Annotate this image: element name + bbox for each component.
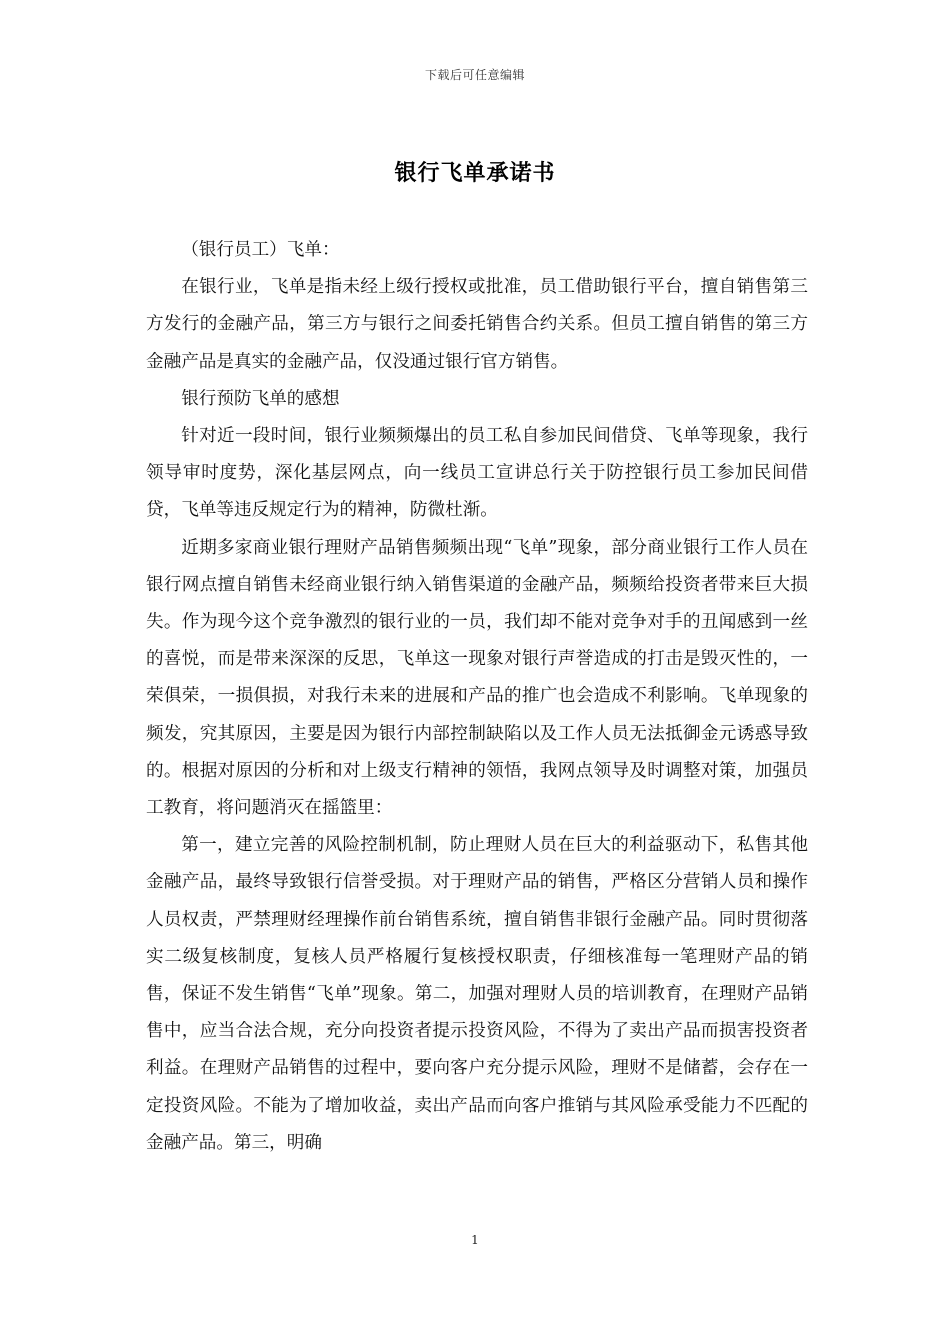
paragraph-definition: 在银行业，飞单是指未经上级行授权或批准，员工借助银行平台，擅自销售第三方发行的金融产品，第三方与银行之间委托销售合约关系。但员工擅自销售的第三方金融产品是真实的金融产品，仅没通过银行官方销售。 (146, 277, 808, 372)
header-note: 下载后可任意编辑 (424, 68, 525, 82)
paragraph-measures: 第一，建立完善的风险控制机制，防止理财人员在巨大的利益驱动下，私售其他金融产品，最终导致银行信誉受损。对于理财产品的销售，严格区分营销人员和操作人员权责，严禁理财经理操作前台销售系统，擅自销售非银行金融产品。同时贯彻落实二级复核制度，复核人员严格履行复核授权职责，仔细核准每一笔理财产品的销售，保证不发生销售“飞单”现象。第二，加强对理财人员的培训教育，在理财产品销售中，应当合法合规，充分向投资者提示投资风险，不得为了卖出产品而损害投资者利益。在理财产品销售的过程中，要向客户充分提示风险，理财不是储蓄，会存在一定投资风险。不能为了增加收益，卖出产品而向客户推销与其风险承受能力不匹配的金融产品。第三，明确 (146, 835, 808, 1153)
document-body (146, 232, 808, 1162)
paragraph-analysis: 近期多家商业银行理财产品销售频频出现“飞单”现象，部分商业银行工作人员在银行网点擅自销售未经商业银行纳入销售渠道的金融产品，频频给投资者带来巨大损失。作为现今这个竞争激烈的银行业的一员，我们却不能对竞争对手的丑闻感到一丝的喜悦，而是带来深深的反思，飞单这一现象对银行声誉造成的打击是毁灭性的，一荣俱荣，一损俱损，对我行未来的进展和产品的推广也会造成不利影响。飞单现象的频发，究其原因，主要是因为银行内部控制缺陷以及工作人员无法抵御金元诱惑导致的。根据对原因的分析和对上级支行精神的领悟，我网点领导及时调整对策，加强员工教育，将问题消灭在摇篮里： (146, 537, 808, 819)
paragraph-intro-label: （银行员工）飞单： (181, 240, 340, 260)
paragraph-background: 针对近一段时间，银行业频频爆出的员工私自参加民间借贷、飞单等现象，我行领导审时度势，深化基层网点，向一线员工宣讲总行关于防控银行员工参加民间借贷，飞单等违反规定行为的精神，防微杜渐。 (146, 426, 808, 521)
page-number: 1 (471, 1233, 479, 1247)
document-title: 银行飞单承诺书 (394, 160, 556, 186)
paragraph-subheading: 银行预防飞单的感想 (181, 388, 340, 409)
